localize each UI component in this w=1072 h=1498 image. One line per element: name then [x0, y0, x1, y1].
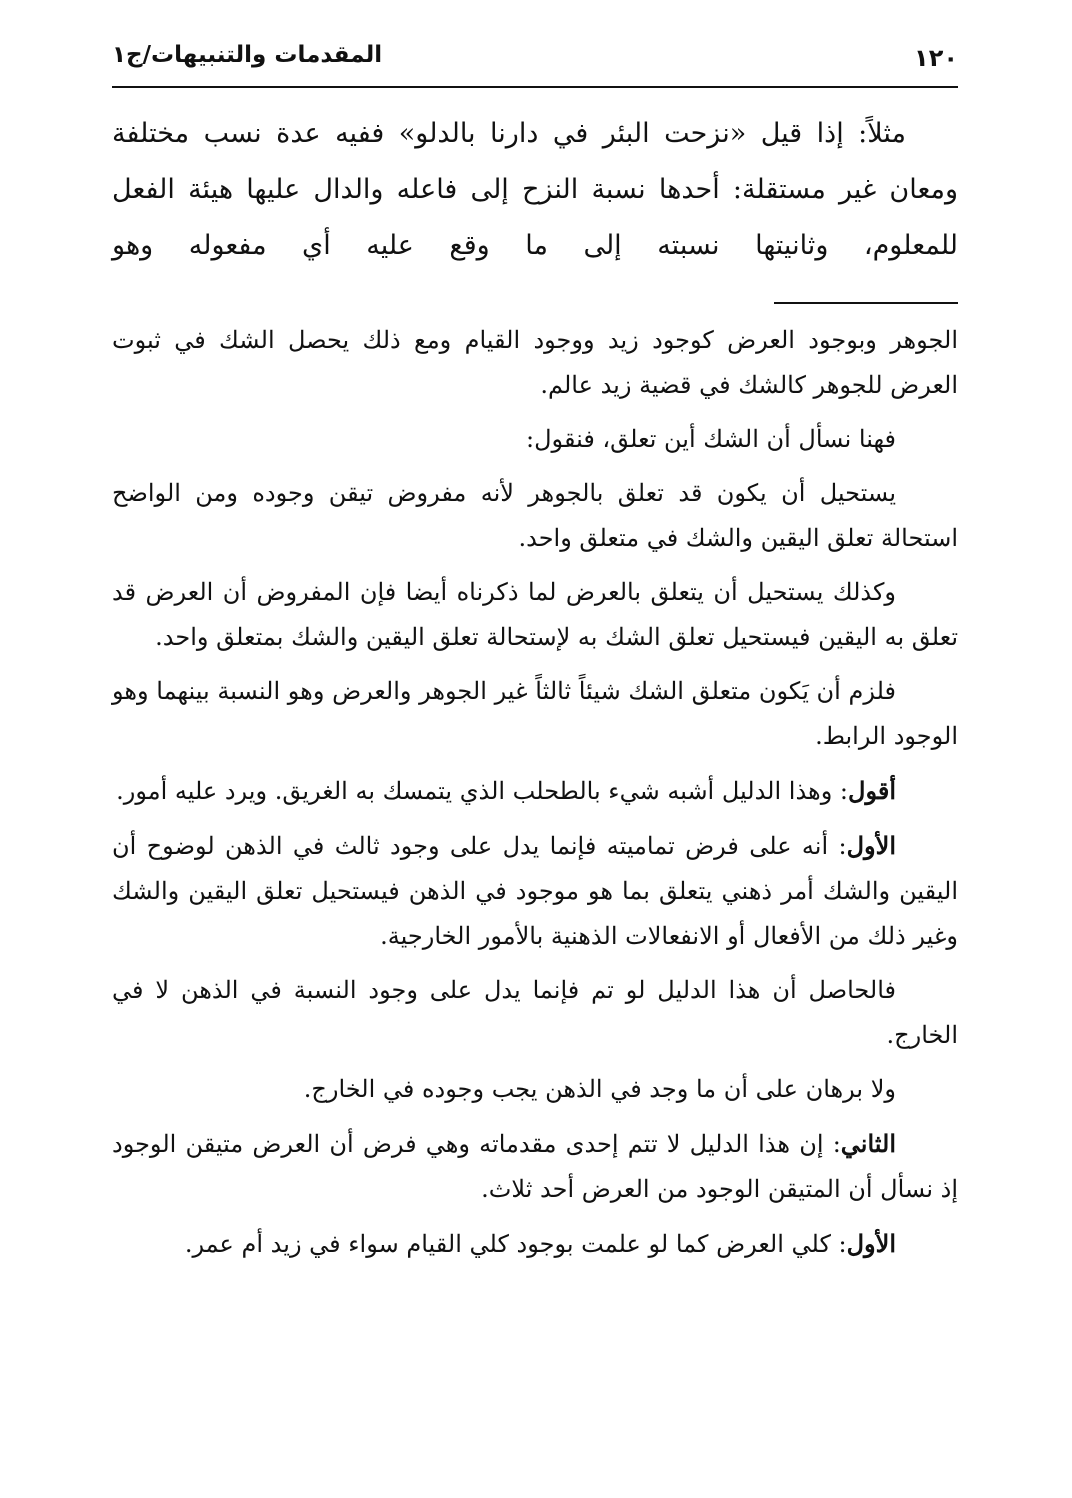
- paragraph-text: فلزم أن يَكون متعلق الشك شيئاً ثالثاً غير الجوهر والعرض وهو النسبة بينهما وهو الوجود الرابط.: [112, 677, 958, 750]
- paragraph-term: الأول: [846, 831, 896, 860]
- paragraph-text: ولا برهان على أن ما وجد في الذهن يجب وجوده في الخارج.: [303, 1075, 896, 1103]
- paragraph-text: وكذلك يستحيل أن يتعلق بالعرض لما ذكرناه أيضا فإن المفروض أن العرض قد تعلق به اليقين فيستحيل تعلق الشك به لإستحالة تعلق اليقين والشك بمتعلق واحد.: [112, 578, 958, 651]
- footnote-block: [112, 318, 958, 1276]
- header-rule: [112, 86, 958, 88]
- footnote-paragraph: [112, 1221, 958, 1267]
- paragraph-term: أقول: [848, 776, 896, 805]
- footnote-paragraph: [112, 823, 958, 959]
- footnote-paragraph: [112, 417, 958, 462]
- paragraph-text: : أنه على فرض تماميته فإنما يدل على وجود ثالث في الذهن لوضوح أن اليقين والشك أمر ذهني يتعلق بما هو موجود في الذهن فيستحيل تعلق اليقين والشك وغير ذلك من الأفعال أو الانفعالات الذهنية بالأمور الخارجية.: [112, 832, 958, 950]
- footnote-paragraph: [112, 318, 958, 408]
- paragraph-text: فهنا نسأل أن الشك أين تعلق، فنقول:: [526, 425, 896, 453]
- paragraph-text: : وهذا الدليل أشبه شيء بالطحلب الذي يتمسك به الغريق. ويرد عليه أمور.: [116, 777, 849, 805]
- paragraph-term: الثاني: [840, 1129, 896, 1158]
- paragraph-text: فالحاصل أن هذا الدليل لو تم فإنما يدل على وجود النسبة في الذهن لا في الخارج.: [112, 976, 958, 1049]
- main-text: [112, 106, 958, 274]
- footnote-paragraph: [112, 1067, 958, 1112]
- footnote-paragraph: [112, 570, 958, 660]
- footnote-paragraph: [112, 968, 958, 1058]
- paragraph-term: الأول: [846, 1229, 896, 1258]
- paragraph-text: يستحيل أن يكون قد تعلق بالجوهر لأنه مفروض تيقن وجوده ومن الواضح استحالة تعلق اليقين والشك في متعلق واحد.: [112, 479, 958, 552]
- footnote-separator: [774, 302, 958, 304]
- page-number: ١٢٠: [914, 44, 958, 72]
- footnote-paragraph: [112, 1121, 958, 1212]
- header-title: المقدمات والتنبيهات/ج١: [112, 42, 383, 68]
- footnote-paragraph: [112, 669, 958, 759]
- footnote-paragraph: [112, 768, 958, 814]
- paragraph-text: الجوهر وبوجود العرض كوجود زيد ووجود القيام ومع ذلك يحصل الشك في ثبوت العرض للجوهر كالشك في قضية زيد عالم.: [112, 326, 958, 399]
- running-header: [112, 42, 958, 82]
- paragraph-text: : كلي العرض كما لو علمت بوجود كلي القيام سواء في زيد أم عمر.: [184, 1230, 847, 1258]
- paragraph-text: : إن هذا الدليل لا تتم إحدى مقدماته وهي فرض أن العرض متيقن الوجود إذ نسأل أن المتيقن الوجود من العرض أحد ثلاث.: [112, 1130, 958, 1203]
- main-paragraph: مثلاً: إذا قيل «نزحت البئر في دارنا بالدلو» ففيه عدة نسب مختلفة ومعان غير مستقلة: أحدها نسبة النزح إلى فاعله والدال عليها هيئة الفعل للمعلوم، وثانيتها نسبته إلى ما وقع عليه أي مفعوله وهو: [112, 118, 958, 261]
- footnote-paragraph: [112, 471, 958, 561]
